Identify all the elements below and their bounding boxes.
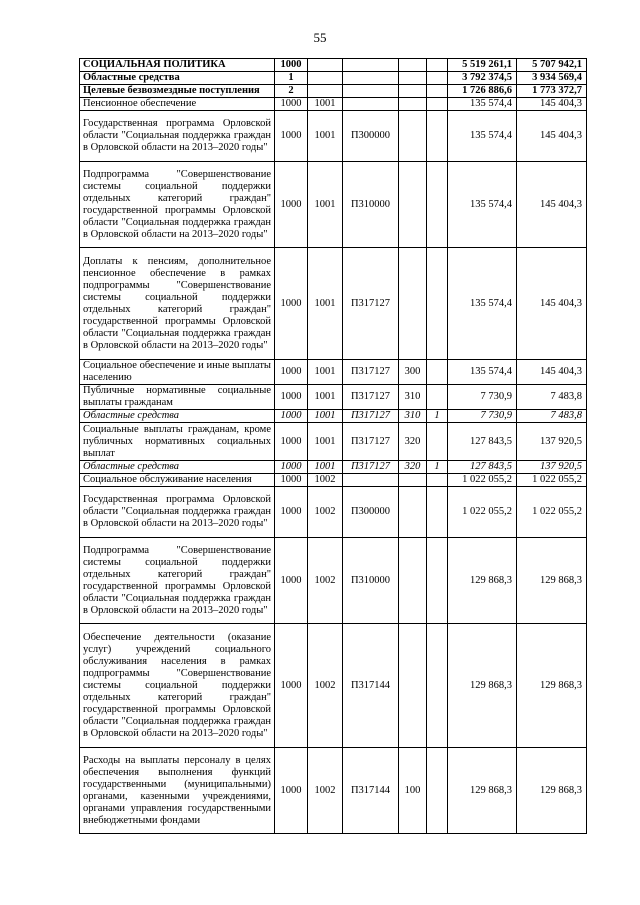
funding-source-code	[427, 85, 448, 98]
row-name: Государственная программа Орловской области "Социальная поддержка граждан в Орловской области на 2013–2020 годы"	[80, 111, 275, 162]
amount-second-year: 1 022 055,2	[517, 474, 587, 487]
amount-second-year: 145 404,3	[517, 248, 587, 360]
amount-first-year: 3 792 374,5	[448, 72, 517, 85]
expense-type-code	[399, 98, 427, 111]
amount-first-year: 1 022 055,2	[448, 474, 517, 487]
table-row	[80, 72, 587, 85]
amount-second-year: 1 773 372,7	[517, 85, 587, 98]
target-article-code	[343, 98, 399, 111]
table-row	[80, 385, 587, 410]
amount-second-year: 3 934 569,4	[517, 72, 587, 85]
amount-first-year: 129 868,3	[448, 748, 517, 834]
amount-first-year: 127 843,5	[448, 423, 517, 461]
funding-source-code	[427, 748, 448, 834]
expense-type-code	[399, 111, 427, 162]
section-code: 1000	[275, 248, 308, 360]
section-code: 1000	[275, 360, 308, 385]
section-code: 1000	[275, 111, 308, 162]
section-code: 1000	[275, 423, 308, 461]
target-article-code: П317144	[343, 748, 399, 834]
subsection-code: 1001	[308, 162, 343, 248]
target-article-code: П310000	[343, 538, 399, 624]
expense-type-code	[399, 59, 427, 72]
target-article-code: П317127	[343, 423, 399, 461]
expense-type-code: 310	[399, 410, 427, 423]
section-code: 2	[275, 85, 308, 98]
target-article-code: П317127	[343, 248, 399, 360]
funding-source-code	[427, 538, 448, 624]
amount-second-year: 129 868,3	[517, 538, 587, 624]
funding-source-code: 1	[427, 461, 448, 474]
subsection-code: 1001	[308, 360, 343, 385]
table-row	[80, 538, 587, 624]
funding-source-code	[427, 487, 448, 538]
table-row	[80, 98, 587, 111]
funding-source-code	[427, 72, 448, 85]
table-row	[80, 423, 587, 461]
table-row	[80, 461, 587, 474]
amount-second-year: 145 404,3	[517, 360, 587, 385]
subsection-code: 1002	[308, 487, 343, 538]
subsection-code: 1001	[308, 385, 343, 410]
expense-type-code	[399, 487, 427, 538]
expense-type-code	[399, 162, 427, 248]
subsection-code: 1001	[308, 111, 343, 162]
section-code: 1	[275, 72, 308, 85]
row-name: Публичные нормативные социальные выплаты гражданам	[80, 385, 275, 410]
row-name: Доплаты к пенсиям, дополнительное пенсионное обеспечение в рамках подпрограммы "Совершенствование системы социальной поддержки отдельных категорий граждан" государственной программы Орловской области "Социальная поддержка граждан в Орловской области на 2013–2020 годы"	[80, 248, 275, 360]
subsection-code	[308, 85, 343, 98]
expense-type-code	[399, 72, 427, 85]
amount-first-year: 1 726 886,6	[448, 85, 517, 98]
amount-second-year: 137 920,5	[517, 423, 587, 461]
section-code: 1000	[275, 162, 308, 248]
amount-first-year: 1 022 055,2	[448, 487, 517, 538]
section-code: 1000	[275, 385, 308, 410]
target-article-code: П317127	[343, 360, 399, 385]
table-row	[80, 162, 587, 248]
section-code: 1000	[275, 474, 308, 487]
expense-type-code	[399, 624, 427, 748]
table-row	[80, 487, 587, 538]
target-article-code: П317127	[343, 461, 399, 474]
amount-first-year: 129 868,3	[448, 624, 517, 748]
amount-second-year: 137 920,5	[517, 461, 587, 474]
expense-type-code: 320	[399, 461, 427, 474]
subsection-code	[308, 72, 343, 85]
amount-first-year: 5 519 261,1	[448, 59, 517, 72]
target-article-code: П310000	[343, 162, 399, 248]
expense-type-code	[399, 474, 427, 487]
amount-first-year: 129 868,3	[448, 538, 517, 624]
funding-source-code	[427, 111, 448, 162]
row-name: Социальные выплаты гражданам, кроме публичных нормативных социальных выплат	[80, 423, 275, 461]
subsection-code	[308, 59, 343, 72]
table-row	[80, 111, 587, 162]
row-name: Областные средства	[80, 410, 275, 423]
row-name: Расходы на выплаты персоналу в целях обеспечения выполнения функций государственными (муниципальными) органами, казенными учреждениями, органами управления государственными внебюджетными фондами	[80, 748, 275, 834]
amount-first-year: 135 574,4	[448, 248, 517, 360]
expense-type-code: 310	[399, 385, 427, 410]
amount-first-year: 135 574,4	[448, 98, 517, 111]
amount-second-year: 5 707 942,1	[517, 59, 587, 72]
subsection-code: 1001	[308, 423, 343, 461]
amount-first-year: 135 574,4	[448, 111, 517, 162]
table-row	[80, 474, 587, 487]
section-code: 1000	[275, 748, 308, 834]
row-name: Подпрограмма "Совершенствование системы социальной поддержки отдельных категорий граждан" государственной программы Орловской области "Социальная поддержка граждан в Орловской области на 2013–2020 годы"	[80, 162, 275, 248]
subsection-code: 1002	[308, 624, 343, 748]
subsection-code: 1001	[308, 461, 343, 474]
amount-first-year: 135 574,4	[448, 360, 517, 385]
row-name: Целевые безвозмездные поступления	[80, 85, 275, 98]
funding-source-code	[427, 360, 448, 385]
subsection-code: 1002	[308, 538, 343, 624]
target-article-code	[343, 59, 399, 72]
row-name: Обеспечение деятельности (оказание услуг) учреждений социального обслуживания населения в рамках подпрограммы "Совершенствование системы социальной поддержки отдельных категорий граждан" государственной программы Орловской области "Социальная поддержка граждан в Орловской области на 2013–2020 годы"	[80, 624, 275, 748]
subsection-code: 1001	[308, 410, 343, 423]
amount-first-year: 7 730,9	[448, 410, 517, 423]
target-article-code: П317127	[343, 410, 399, 423]
funding-source-code	[427, 59, 448, 72]
table-row	[80, 59, 587, 72]
section-code: 1000	[275, 461, 308, 474]
subsection-code: 1002	[308, 474, 343, 487]
budget-table-body	[80, 59, 587, 834]
table-row	[80, 624, 587, 748]
amount-second-year: 1 022 055,2	[517, 487, 587, 538]
target-article-code	[343, 85, 399, 98]
section-code: 1000	[275, 59, 308, 72]
subsection-code: 1001	[308, 98, 343, 111]
amount-first-year: 127 843,5	[448, 461, 517, 474]
amount-second-year: 145 404,3	[517, 111, 587, 162]
section-code: 1000	[275, 98, 308, 111]
funding-source-code	[427, 385, 448, 410]
table-row	[80, 85, 587, 98]
expense-type-code	[399, 538, 427, 624]
funding-source-code	[427, 248, 448, 360]
row-name: Подпрограмма "Совершенствование системы социальной поддержки отдельных категорий граждан" государственной программы Орловской области "Социальная поддержка граждан в Орловской области на 2013–2020 годы"	[80, 538, 275, 624]
funding-source-code	[427, 423, 448, 461]
section-code: 1000	[275, 538, 308, 624]
subsection-code: 1001	[308, 248, 343, 360]
amount-second-year: 129 868,3	[517, 624, 587, 748]
table-row	[80, 360, 587, 385]
target-article-code: П317127	[343, 385, 399, 410]
funding-source-code	[427, 98, 448, 111]
funding-source-code: 1	[427, 410, 448, 423]
target-article-code: П317144	[343, 624, 399, 748]
funding-source-code	[427, 474, 448, 487]
expense-type-code: 100	[399, 748, 427, 834]
funding-source-code	[427, 162, 448, 248]
section-code: 1000	[275, 624, 308, 748]
table-row	[80, 410, 587, 423]
row-name: Социальное обеспечение и иные выплаты населению	[80, 360, 275, 385]
row-name: Пенсионное обеспечение	[80, 98, 275, 111]
row-name: Областные средства	[80, 461, 275, 474]
amount-second-year: 145 404,3	[517, 98, 587, 111]
row-name: СОЦИАЛЬНАЯ ПОЛИТИКА	[80, 59, 275, 72]
expense-type-code	[399, 85, 427, 98]
expense-type-code: 320	[399, 423, 427, 461]
page-number: 55	[313, 30, 327, 45]
budget-table	[79, 58, 587, 834]
amount-second-year: 7 483,8	[517, 385, 587, 410]
target-article-code: П300000	[343, 487, 399, 538]
target-article-code	[343, 72, 399, 85]
target-article-code	[343, 474, 399, 487]
expense-type-code: 300	[399, 360, 427, 385]
expense-type-code	[399, 248, 427, 360]
amount-second-year: 129 868,3	[517, 748, 587, 834]
amount-first-year: 7 730,9	[448, 385, 517, 410]
subsection-code: 1002	[308, 748, 343, 834]
row-name: Областные средства	[80, 72, 275, 85]
table-row	[80, 748, 587, 834]
target-article-code: П300000	[343, 111, 399, 162]
section-code: 1000	[275, 410, 308, 423]
section-code: 1000	[275, 487, 308, 538]
row-name: Социальное обслуживание населения	[80, 474, 275, 487]
row-name: Государственная программа Орловской области "Социальная поддержка граждан в Орловской области на 2013–2020 годы"	[80, 487, 275, 538]
amount-second-year: 145 404,3	[517, 162, 587, 248]
funding-source-code	[427, 624, 448, 748]
amount-second-year: 7 483,8	[517, 410, 587, 423]
amount-first-year: 135 574,4	[448, 162, 517, 248]
table-row	[80, 248, 587, 360]
